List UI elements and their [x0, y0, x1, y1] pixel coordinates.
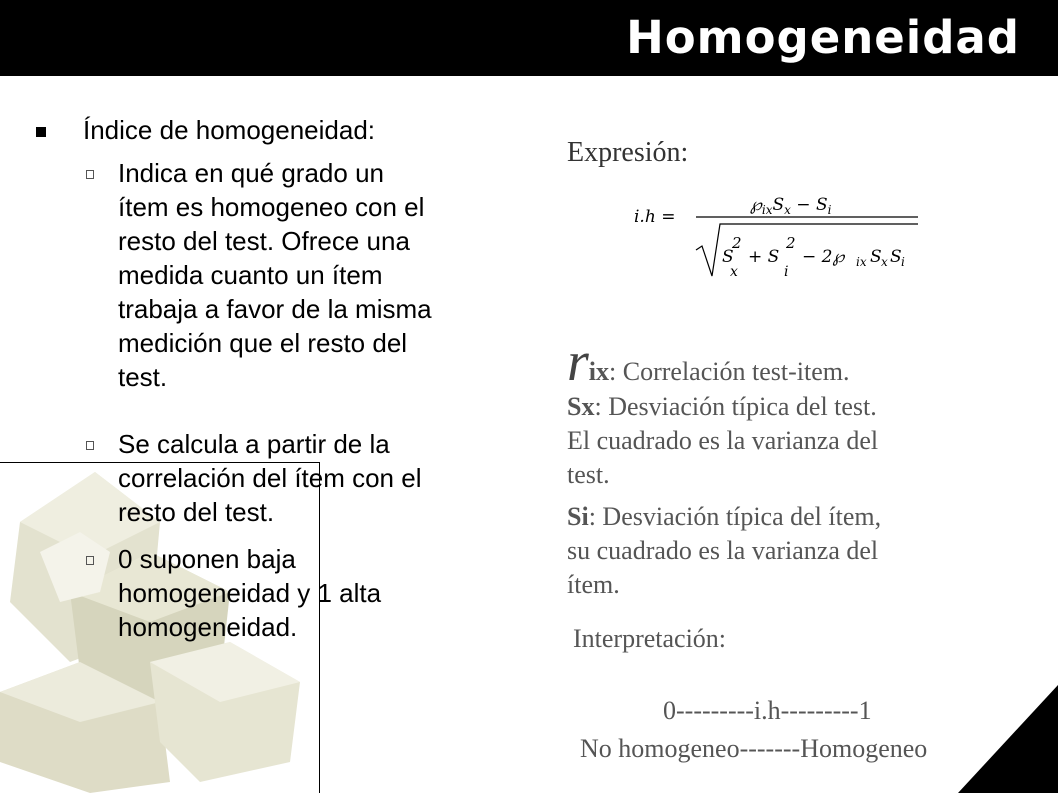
si-description: [567, 500, 881, 602]
sx-line3: test.: [567, 460, 610, 489]
text-line: homogeneidad y 1 alta: [118, 578, 382, 608]
si-line2: su cuadrado es la varianza del: [567, 536, 879, 565]
text-line: 0 suponen baja: [118, 544, 296, 574]
scale-labels: No homogeneo-------Homogeneo: [580, 734, 928, 763]
si-symbol: Si: [567, 502, 589, 531]
sub-bullet-icon: [86, 170, 94, 179]
svg-text:S: S: [722, 247, 734, 267]
interpretation-label: Interpretación:: [573, 624, 727, 653]
bullet-square-icon: [36, 127, 46, 137]
rix-text: : Correlación test-item.: [609, 357, 850, 386]
text-line: Se calcula a partir de la: [118, 429, 390, 459]
si-line3: ítem.: [567, 570, 620, 599]
text-line: trabaja a favor de la misma: [118, 294, 432, 324]
svg-text:i: i: [901, 255, 905, 269]
svg-text:2: 2: [732, 234, 742, 252]
corner-wedge-graphic: [958, 685, 1058, 793]
text-line: test.: [118, 362, 168, 392]
bullet-calculation: [118, 427, 518, 529]
formula-denominator: [722, 234, 905, 280]
formula-numerator: $℘_{ix}S_x - S_i$: [750, 195, 832, 217]
sx-description: [567, 390, 878, 492]
bullet-range: [118, 542, 518, 644]
scale-range: 0---------i.h---------1: [663, 696, 872, 725]
text-line: homogeneidad.: [118, 612, 298, 642]
svg-text:x: x: [730, 264, 738, 280]
svg-text:i: i: [784, 264, 789, 280]
svg-text:ix: ix: [856, 255, 867, 269]
rix-symbol: r: [567, 331, 589, 393]
homogeneity-formula: [628, 184, 923, 284]
svg-text:S: S: [870, 247, 882, 267]
text-line: correlación del ítem con el: [118, 463, 422, 493]
rix-subscript: ix: [588, 357, 610, 386]
title-bar: [0, 0, 1058, 76]
si-line1: : Desviación típica del ítem,: [588, 502, 882, 531]
text-line: resto del test. Ofrece una: [118, 226, 410, 256]
svg-text:+ S: + S: [748, 247, 780, 267]
sub-bullet-icon: [86, 441, 94, 450]
text-line: resto del test.: [118, 497, 275, 527]
sx-line1: : Desviación típica del test.: [594, 392, 877, 421]
slide-title: Homogeneidad: [626, 11, 1020, 64]
expression-label: Expresión:: [567, 137, 689, 168]
text-line: medida cuanto un ítem: [118, 260, 383, 290]
svg-text:2: 2: [786, 234, 796, 252]
svg-text:S: S: [890, 247, 902, 267]
index-heading: Índice de homogeneidad:: [83, 115, 376, 145]
svg-text:− 2℘: − 2℘: [802, 247, 845, 267]
text-line: Indica en qué grado un: [118, 158, 384, 188]
sx-line2: El cuadrado es la varianza del: [567, 426, 879, 455]
text-line: ítem es homogeneo con el: [118, 192, 425, 222]
text-line: medición que el resto del: [118, 328, 408, 358]
sub-bullet-icon: [86, 556, 94, 565]
svg-text:x: x: [881, 255, 888, 269]
bullet-definition: [118, 156, 518, 394]
formula-lhs: i.h =: [634, 207, 676, 227]
rix-description: [567, 331, 850, 393]
sx-symbol: Sx: [567, 392, 595, 421]
